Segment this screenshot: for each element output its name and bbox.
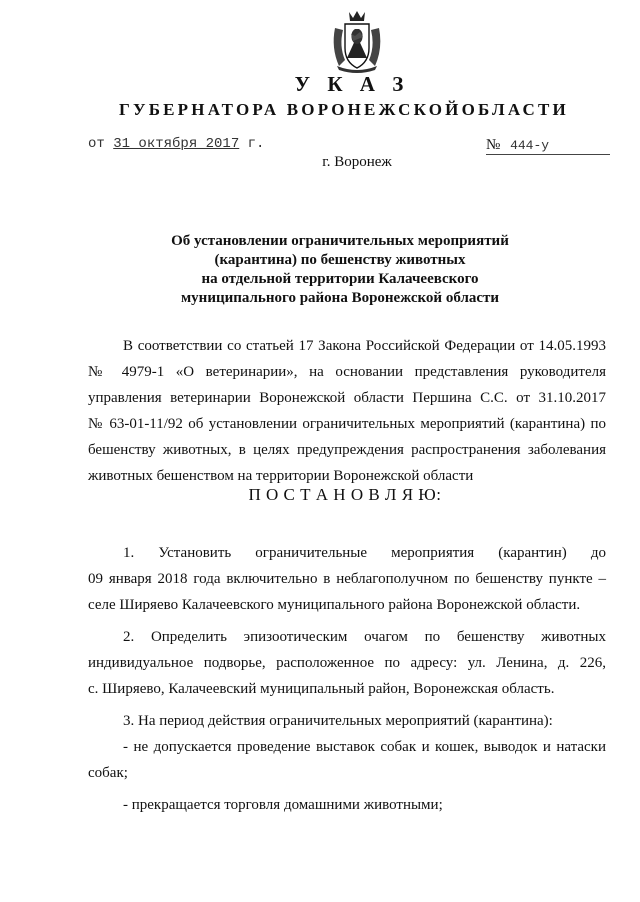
voronezh-coat-of-arms-icon bbox=[327, 8, 387, 74]
item-line: индивидуальное подворье, расположенное по адресу: ул. Ленина, д. 226, bbox=[88, 655, 606, 671]
issuer-title: ГУБЕРНАТОРА ВОРОНЕЖСКОЙОБЛАСТИ bbox=[119, 100, 569, 119]
number-value: 444-у bbox=[510, 138, 550, 153]
date-suffix: г. bbox=[247, 136, 265, 152]
subject-line: (карантина) по бешенству животных bbox=[214, 252, 466, 268]
preamble-line: № 4979-1 «О ветеринарии», на основании представления руководителя bbox=[88, 364, 606, 380]
issue-date bbox=[88, 136, 264, 152]
date-prefix: от bbox=[88, 136, 105, 152]
document-number bbox=[486, 137, 610, 155]
preamble-line: управления ветеринарии Воронежской области Першина С.С. от 31.10.2017 bbox=[88, 390, 606, 406]
decree-item-2 bbox=[88, 624, 606, 702]
issue-city: г. Воронеж bbox=[322, 154, 392, 170]
subject-line: муниципального района Воронежской области bbox=[180, 290, 500, 306]
decree-items bbox=[88, 540, 606, 818]
decree-item-1 bbox=[88, 540, 606, 618]
item-line: - не допускается проведение выставок собак и кошек, выводок и натаски bbox=[123, 739, 606, 755]
preamble-line: животных бешенством на территории Воронежской области bbox=[88, 468, 474, 484]
item-line: - прекращается торговля домашними животными; bbox=[123, 797, 443, 813]
date-value: 31 октября 2017 bbox=[113, 136, 240, 152]
preamble-line: № 63-01-11/92 об установлении ограничительных мероприятий (карантина) по bbox=[88, 416, 606, 432]
document-subject bbox=[150, 232, 530, 308]
item-line: 1. Установить ограничительные мероприятия (карантин) до bbox=[123, 545, 606, 561]
item-line: селе Ширяево Калачеевского муниципального района Воронежской области. bbox=[88, 597, 581, 613]
number-prefix: № bbox=[486, 137, 501, 153]
subject-line: Об установлении ограничительных мероприятий bbox=[171, 233, 509, 249]
subject-line: на отдельной территории Калачеевского bbox=[201, 271, 479, 287]
preamble-paragraph bbox=[88, 333, 606, 489]
item-line: 3. На период действия ограничительных мероприятий (карантина): bbox=[123, 713, 553, 729]
item-line: собак; bbox=[88, 765, 128, 781]
document-type-title: У К А З bbox=[294, 72, 410, 96]
decree-item-3 bbox=[88, 708, 606, 734]
item-line: 2. Определить эпизоотическим очагом по бешенству животных bbox=[123, 629, 606, 645]
decree-subitem-trade bbox=[88, 792, 606, 818]
decree-subitem-exhibitions bbox=[88, 734, 606, 786]
item-line: с. Ширяево, Калачеевский муниципальный район, Воронежская область. bbox=[88, 681, 555, 697]
preamble-line: В соответствии со статьей 17 Закона Российской Федерации от 14.05.1993 bbox=[123, 338, 606, 354]
item-line: 09 января 2018 года включительно в неблагополучном по бешенству пункте – bbox=[88, 571, 606, 587]
preamble-line: бешенству животных, в целях предупреждения распространения заболевания bbox=[88, 442, 606, 458]
decree-word: П О С Т А Н О В Л Я Ю: bbox=[248, 485, 442, 504]
